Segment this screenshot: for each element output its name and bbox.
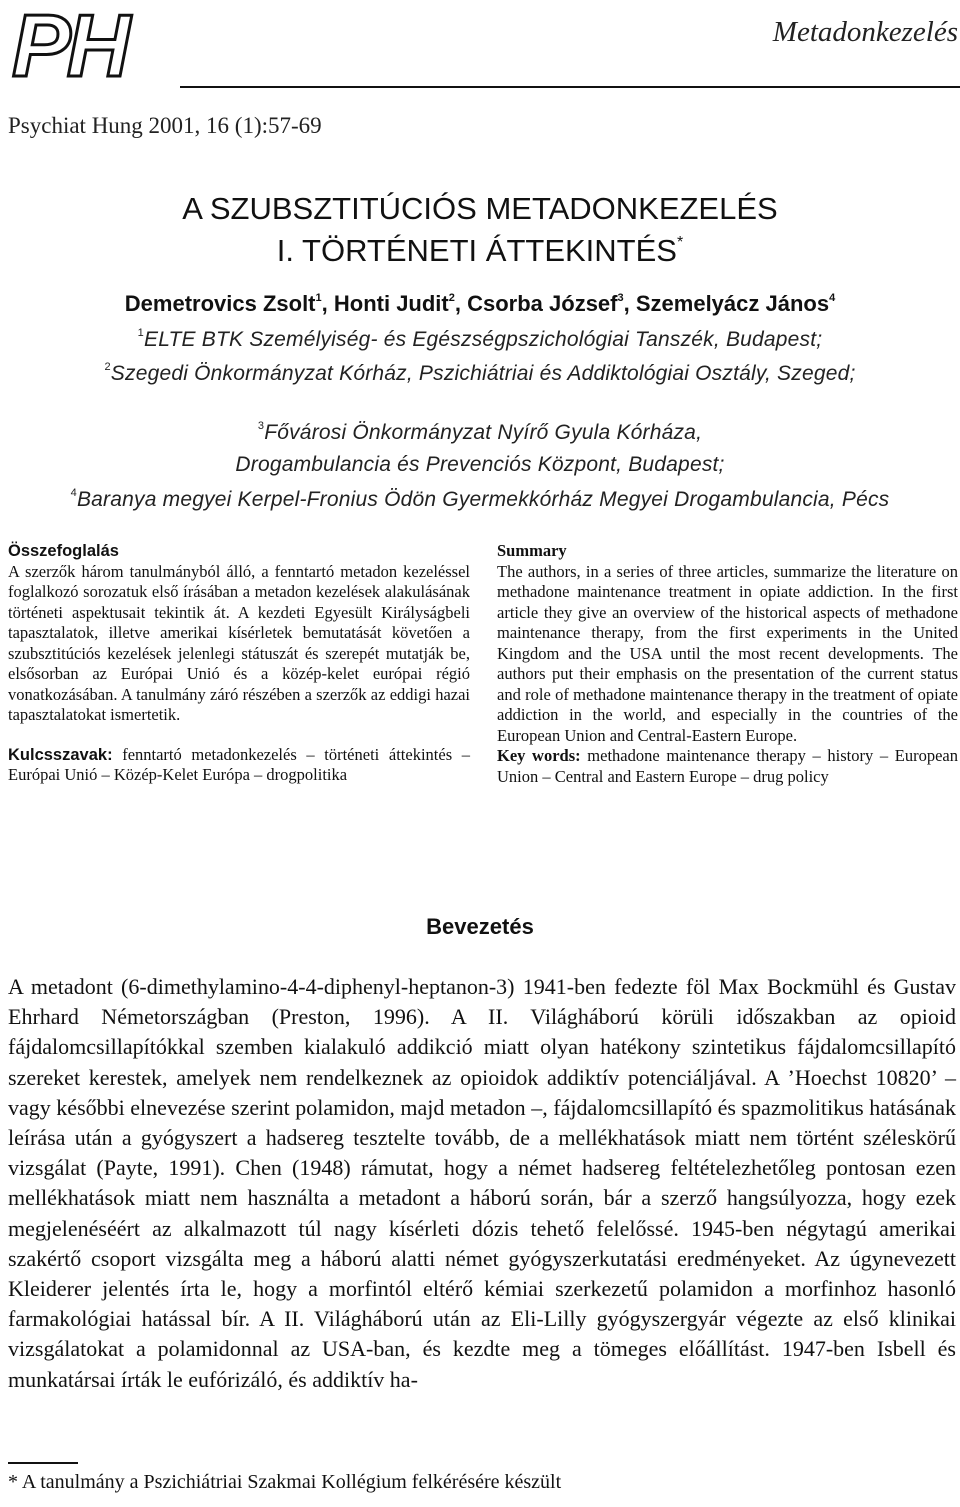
footnote-rule <box>8 1462 78 1464</box>
affiliation: $^1$ELTE BTK Személyiség- és Egészségpszichológiai Tanszék, Budapest; <box>137 327 823 351</box>
journal-citation: Psychiat Hung 2001, 16 (1):57-69 <box>8 113 322 138</box>
author: Szemelyácz János$^4$ <box>635 291 836 316</box>
logo-text: PH <box>12 0 127 86</box>
affiliation: $^4$Baranya megyei Kerpel-Fronius Ödön Gyermekkórház Megyei Drogambulancia, Pécs <box>70 487 890 511</box>
summary-text: The authors, in a series of three articles, summarize the literature on methadone maintenance treatment in opiate addiction. In the first article they give an overview of the historical aspects of methadone maintenance therapy, from the first experiments in the United Kingdom and the USA until the most recent developments. The authors put their emphasis on the presentation of the current status and role of methadone maintenance therapy in the treatment of opiate addiction in the world, and especially in the countries of the European Union and Central-Eastern Europe. <box>497 561 958 745</box>
abstract-heading: Összefoglalás <box>8 542 119 560</box>
journal-logo <box>6 0 178 86</box>
abstract-english <box>497 541 958 787</box>
key-words-text: methadone maintenance therapy – history – European Union – Central and Eastern Europe – drug policy <box>497 746 958 786</box>
title-line-2: I. TÖRTÉNETI ÁTTEKINTÉS* <box>276 233 684 268</box>
affiliation: $^2$Szegedi Önkormányzat Kórház, Pszichiátriai és Addiktológiai Osztály, Szeged; <box>104 361 856 385</box>
body-paragraph: A metadont (6-dimethylamino-4-4-diphenyl-heptanon-3) 1941-ben fedezte föl Max Bockmühl és Gustav Ehrhard Németországban (Preston, 1996). A II. Világháború körüli időszakban az opioid fájdalomcsillapítókkal szemben kialakuló addikció miatt olyan hatékony szintetikus fájdalomcsillapító szereket kerestek, amelyek nem rendelkeznek az opioidok addiktív potenciáljával. A ’Hoechst 10820’ – vagy későbbi elnevezése szerint polamidon, majd metadon –, fájdalomcsillapító és spazmolitikus hatásának leírása után a gyógyszert a hadsereg tesztelte tovább, de a mellékhatások miatt nem történt széleskörű vizsgálat (Payte, 1991). Chen (1948) rámutat, hogy a német hadsereg feltételezhetőleg pontosan ezen mellékhatások miatt nem használta a metadont a háború során, bár a szerző hangsúlyozza, hogy ezek megjelenéséért az alkalmazott túl nagy kísérleti dózis tehető felelőssé. 1945-ben négytagú amerikai szakértő csoport vizsgálta meg a háború alatti német gyógyszerkutatási eredményeket. Az úgynevezett Kleiderer jelentés írta le, hogy a morfintól eltérő kémiai szerkezetű polamidon a morfinhoz hasonló farmakológiai hatással bír. A II. Világháború után az Eli-Lilly gyógyszergyár végezte az első klinikai vizsgálatokat a polamidonnal az USA-ban, és kezdte meg a tömeges előállítást. 1947-ben Isbell és munkatársai írták le eufórizáló, és addiktív ha- <box>8 974 956 1392</box>
affiliation: Drogambulancia és Prevenciós Központ, Budapest; <box>235 453 725 476</box>
keywords <box>8 745 470 786</box>
article-title <box>0 192 960 268</box>
key-words-label: Key words: <box>497 746 581 765</box>
keywords-text: fenntartó metadonkezelés – történeti áttekintés – Európai Unió – Közép-Kelet Európa – drogpolitika <box>8 744 470 784</box>
header-rule <box>180 86 960 88</box>
summary-heading: Summary <box>497 541 567 560</box>
author: Demetrovics Zsolt$^1$ <box>124 291 322 316</box>
footnote: * A tanulmány a Pszichiátriai Szakmai Kollégium felkérésére készült <box>8 1471 562 1493</box>
author: Honti Judit$^2$ <box>333 291 455 316</box>
affiliation: $^3$Fővárosi Önkormányzat Nyírő Gyula Kórháza, <box>257 420 703 444</box>
section-heading: Bevezetés <box>426 914 534 939</box>
author-list: Demetrovics Zsolt$^1$, Honti Judit$^2$, Csorba József$^3$, Szemelyácz János$^4$ <box>124 291 836 316</box>
running-header-title: Metadonkezelés <box>772 16 958 48</box>
abstract-text: A szerzők három tanulmányból álló, a fenntartó metadon kezeléssel foglalkozó sorozatuk első írásában a metadon kezelések alakulásának történeti aspektusait tekintik át. A kezdeti Egyesült Királyságbeli tapasztalatok, illetve amerikai kísérletek bemutatását követően a szubsztitúciós kezelések jelenlegi státuszát és szerepét mutatják be, elsősorban az Európai Unió és a közép-kelet európai régió vonatkozásában. A tanulmány záró részében a szerzők az eddigi hazai tapasztalatokat ismertetik. <box>8 561 470 724</box>
title-line-1: A SZUBSZTITÚCIÓS METADONKEZELÉS <box>182 191 778 226</box>
author: Csorba József$^3$ <box>467 291 624 316</box>
key-words <box>497 746 958 787</box>
abstract-hungarian <box>8 541 470 786</box>
title-footnote-mark: * <box>676 234 684 251</box>
keywords-label: Kulcsszavak: <box>8 745 113 764</box>
